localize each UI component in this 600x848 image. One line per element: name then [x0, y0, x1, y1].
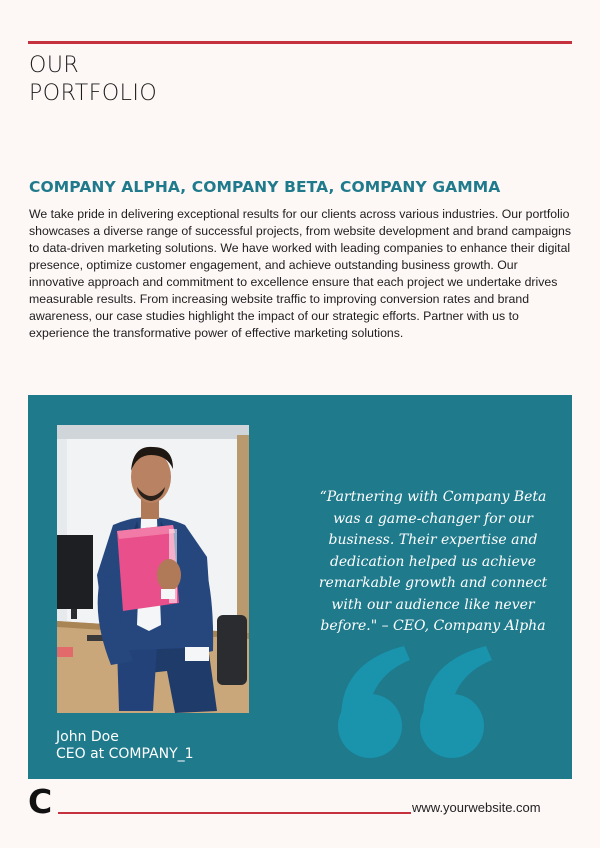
page-title-line-1: OUR: [29, 53, 80, 78]
footer-divider: [58, 812, 411, 814]
person-role: CEO at COMPANY_1: [56, 746, 194, 762]
quote-mark-icon: [328, 630, 498, 785]
testimonial-panel: [28, 395, 572, 779]
testimonial-quote: “Partnering with Company Beta was a game-changer for our business. Their expertise and dedication helped us achieve remarkable growth and connect with our audience like never before." – CEO, Company Alpha: [318, 489, 548, 634]
top-divider: [28, 41, 572, 44]
footer-logo: C: [28, 782, 53, 821]
portrait-photo: [57, 425, 249, 713]
page-title-line-2: PORTFOLIO: [29, 81, 158, 106]
portfolio-description: We take pride in delivering exceptional results for our clients across various industries. Our portfolio showcases a diverse range of successful projects, from website development and brand campaigns to data-driven marketing solutions. We have worked with leading companies to enhance their digital presence, optimize customer engagement, and achieve outstanding business growth. Our innovative approach and commitment to excellence ensure that each project we undertake drives measurable results. From increasing website traffic to improving conversion rates and brand awareness, our case studies highlight the impact of our strategic efforts. Partner with us to experience the transformative power of effective marketing solutions.: [29, 207, 572, 340]
person-name: John Doe: [56, 729, 119, 745]
page-title: [29, 52, 157, 108]
footer-website-link[interactable]: www.yourwebsite.com: [412, 800, 541, 815]
section-heading: COMPANY ALPHA, COMPANY BETA, COMPANY GAMMA: [29, 178, 501, 196]
